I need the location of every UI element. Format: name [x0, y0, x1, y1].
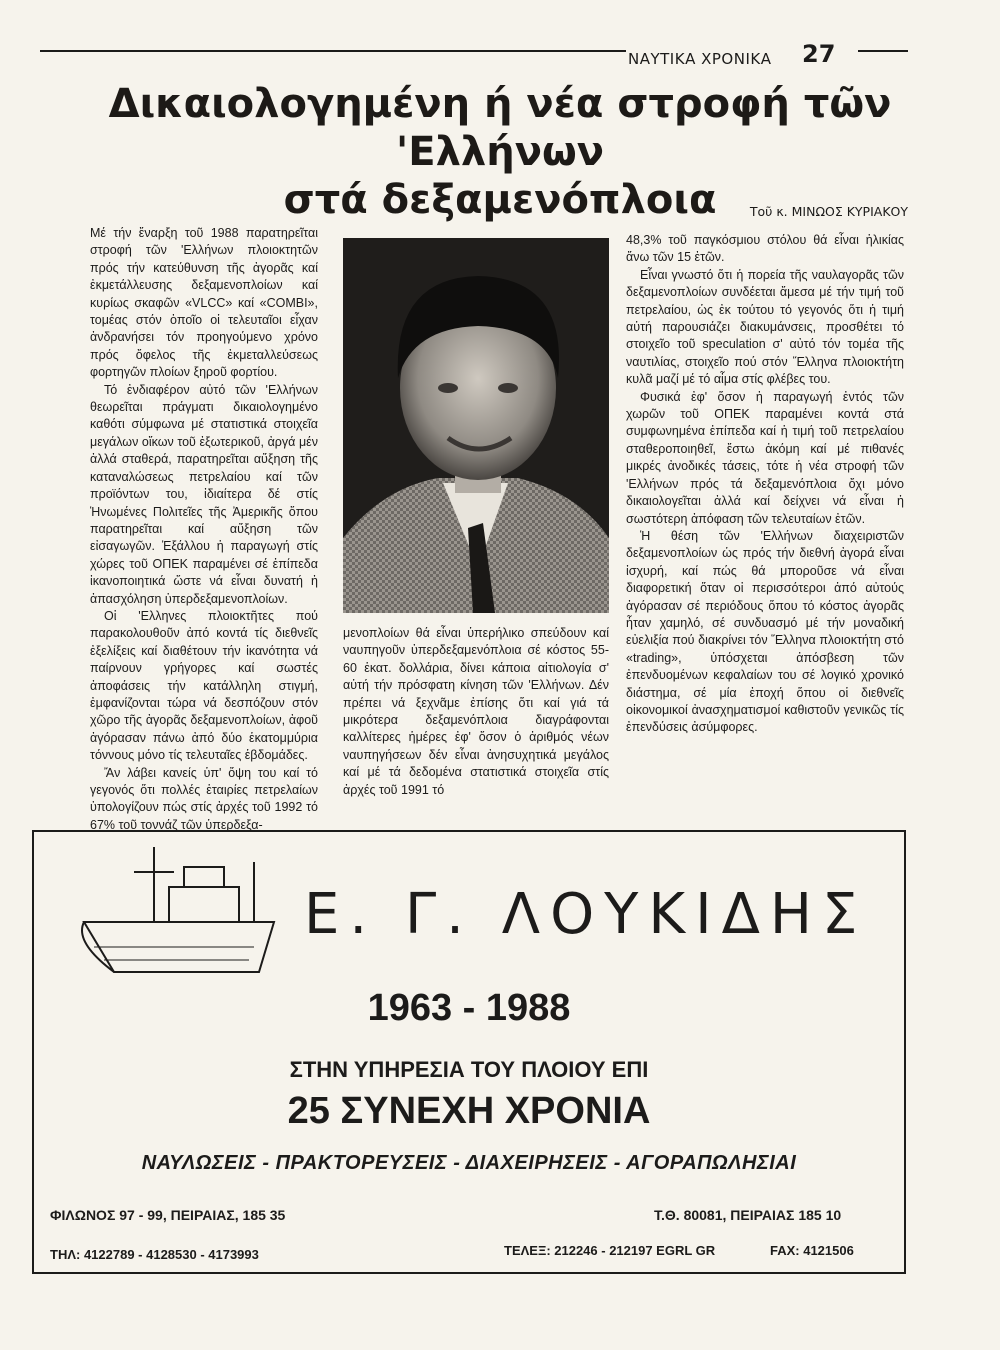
- article-column-3: [626, 232, 904, 737]
- ad-po-box: Τ.Θ. 80081, ΠΕΙΡΑΙΑΣ 185 10: [654, 1207, 842, 1223]
- article-title-line2: στά δεξαμενόπλοια: [283, 177, 717, 223]
- header-rule-left: [40, 50, 626, 52]
- paragraph: Μέ τήν ἔναρξη τοῦ 1988 παρατηρεῖται στροφή τῶν 'Ελλήνων πλοιοκτητῶν πρός τήν κατεύθυνση τῆς ἀγορᾶς καί ἐκμετάλλευσης δεξαμενοπλοίων καί κυρίως σκαφῶν «VLCC» καί «COMBI», τομέας στόν ὁποῖο οἱ τελευταῖοι εἶχαν ἀνδρανήσει τόν προηγούμενο χρόνο πρός ὄφελος τῆς ἐκμεταλλεύσεως φορτηγῶν πλοίων ξηροῦ φορτίου.: [90, 226, 318, 380]
- paragraph: 48,3% τοῦ παγκόσμιου στόλου θά εἶναι ἡλικίας ἄνω τῶν 15 ἐτῶν.: [626, 233, 904, 265]
- ad-address: ΦΙΛΩΝΟΣ 97 - 99, ΠΕΙΡΑΙΑΣ, 185 35: [50, 1207, 286, 1223]
- header-rule-right: [858, 50, 908, 52]
- company-name: Ε. Γ. ΛΟΥΚΙΔΗΣ: [304, 882, 868, 947]
- ship-logo-icon: [74, 842, 284, 982]
- paragraph: Φυσικά ἐφ' ὅσον ἡ παραγωγή ἐντός τῶν χωρῶν τοῦ ΟΠΕΚ παραμένει κοντά στά συμφωνημένα ἐπίπεδα καί ἡ τιμή τοῦ πετρελαίου σταθεροποιηθεῖ, ἔστω ἀκόμη καί μέ πιθανές μικρές ἀνοδικές τάσεις, τότε ἡ νέα στροφή τῶν 'Ελλήνων πρός τά δεξαμενόπλοια ὄχι μόνο δικαιολογεῖται ἀλλά καί δείχνει νά εἶναι ἡ σωστότερη ἀπόφαση τῶν τελευταίων ἐτῶν.: [626, 389, 904, 526]
- paragraph: Τό ἐνδιαφέρον αὐτό τῶν 'Ελλήνων θεωρεῖται πράγματι δικαιολογημένο καθότι σύμφωνα μέ στατιστικά στοιχεῖα μεγάλων οἴκων τοῦ ἐξωτερικοῦ, ἀργά μέν ἀλλά σταθερά, παρατηρεῖται αὔξηση τῆς καταναλώσεως πετρελαίου καί τῶν προϊόντων του, ἰδιαίτερα δέ στίς Ἡνωμένες Πολιτεῖες τῆς Ἀμερικῆς ὅπου παρατηρεῖται καί αὔξηση τῶν εἰσαγωγῶν. Ἐξάλλου ἡ παραγωγή στίς χώρες τοῦ ΟΠΕΚ παραμένει σέ ἐπίπεδα ἱκανοποιητικά ὥστε νά εἶναι δυνατή ἡ ἀπασχόληση ὑπερδεξαμενοπλοίων.: [90, 382, 318, 606]
- article-title-line1: Δικαιολογημένη ή νέα στροφή τῶν 'Ελλήνων: [108, 81, 892, 175]
- article-title: [20, 80, 980, 224]
- ad-service-line: ΣΤΗΝ ΥΠΗΡΕΣΙΑ ΤΟΥ ΠΛΟΙΟΥ ΕΠΙ: [289, 1057, 649, 1082]
- byline: Τοῦ κ. ΜΙΝΩΟΣ ΚΥΡΙΑΚΟΥ: [749, 204, 908, 219]
- ad-telex: ΤΕΛΕΞ: 212246 - 212197 EGRL GR: [504, 1243, 716, 1258]
- paragraph: Ἡ θέση τῶν 'Ελλήνων διαχειριστῶν δεξαμενοπλοίων ὡς πρός τήν διεθνή ἀγορά εἶναι ἰσχυρή, καί πώς θά μποροῦσε νά εἶναι διαφορετική ὅταν οἱ περισσότεροι ἀπό αὐτούς ἀγόρασαν σέ περιόδους ὅπου τό κόστος ἀγορᾶς ἦταν χαμηλό, σέ συνδυασμό μέ τήν μοναδική εὐελιξία πού διακρίνει τόν Ἕλληνα πλοιοκτήτη στό «trading», ὑπόσχεται ἀπόσβεση τῶν ἐπενδυομένων κεφαλαίων του σέ λογικό χρονικό διάστημα, σέ μία ἐποχή ὅπου οἱ διεθνεῖς οἰκονομικοί ἀνασχηματισμοί καθιστοῦν γενικῶς τίς ἐπενδύσεις ἀσύμφορες.: [626, 528, 904, 735]
- article-column-1: [90, 225, 318, 834]
- publication-name: ΝΑΥΤΙΚΑ ΧΡΟΝΙΚΑ: [628, 50, 772, 68]
- page-number: 27: [802, 40, 836, 68]
- ad-services: ΝΑΥΛΩΣΕΙΣ - ΠΡΑΚΤΟΡΕΥΣΕΙΣ - ΔΙΑΧΕΙΡΗΣΕΙΣ - ΑΓΟΡΑΠΩΛΗΣΙΑΙ: [141, 1152, 797, 1174]
- paragraph: Ἄν λάβει κανείς ὑπ' ὄψη του καί τό γεγονός ὅτι πολλές ἑταιρίες πετρελαίων ὑπολογίζουν πώς στίς ἀρχές τοῦ 1992 τό 67% τοῦ τοννάζ τῶν ὑπερδεξα-: [90, 765, 318, 832]
- paragraph: μενοπλοίων θά εἶναι ὑπερήλικο σπεύδουν καί ναυπηγοῦν ὑπερδεξαμενόπλοια σέ κόστος 55-60 ἑκατ. δολλάρια, δίνει κάποια αἰτιολογία σ' αὐτή τήν πρόσφατη κίνηση τῶν 'Ελλήνων. Δέν πρέπει νά ξεχνᾶμε ἐπίσης ὅτι καί γιά τά μικρότερα δεξαμενόπλοια διαγράφονται καλλίτερες ἡμέρες ἐφ' ὅσον ὁ ἀριθμός νέων ναυπηγήσεων δέν εἶναι ἀνησυχητικά μεγάλος καί μέ τά δεδομένα στατιστικά στοιχεῖα στίς ἀρχές τοῦ 1991 τό: [343, 626, 609, 797]
- paragraph: Εἶναι γνωστό ὅτι ἡ πορεία τῆς ναυλαγορᾶς τῶν δεξαμενοπλοίων συνδέεται ἄμεσα μέ τήν τιμή τοῦ πετρελαίου, ὡς ἐκ τούτου τό γεγονός ὅτι ἡ τιμή αὐτή παρουσιάζει διακυμάνσεις, προσθέτει τό στοιχεῖο τοῦ speculation σ' αὐτό τόν τομέα τῆς ναυτιλίας, στοιχεῖο πού στόν Ἕλληνα πλοιοκτήτη κυλᾶ μαζί μέ τό αἷμα στίς φλέβες του.: [626, 267, 904, 387]
- author-portrait-photo: [343, 238, 609, 613]
- portrait-illustration: [343, 238, 609, 613]
- paragraph: Οἱ 'Ελληνες πλοιοκτῆτες πού παρακολουθοῦν ἀπό κοντά τίς διεθνεῖς ἐξελίξεις καί διαθέτουν τήν ἱκανότητα νά παίρνουν γρήγορες καί σωστές ἀποφάσεις τήν κατάλληλη στιγμή, ἐμφανίζονται τώρα νά δεσπόζουν στόν χῶρο τῆς ἀγορᾶς δεξαμενοπλοίων, ἀφοῦ ἀγόρασαν πάνω ἀπό δύο ἑκατομμύρια τόννους μόνο τίς τελευταῖες ἑβδομάδες.: [90, 608, 318, 763]
- ad-fax: FAX: 4121506: [770, 1243, 854, 1258]
- ad-years: 1963 - 1988: [367, 987, 571, 1029]
- article-column-2: [343, 625, 609, 799]
- company-logo: [304, 880, 884, 950]
- ad-phone: ΤΗΛ: 4122789 - 4128530 - 4173993: [50, 1247, 259, 1262]
- ad-duration: 25 ΣΥΝΕΧΗ ΧΡΟΝΙΑ: [287, 1090, 651, 1132]
- advertisement-box: [32, 830, 906, 1274]
